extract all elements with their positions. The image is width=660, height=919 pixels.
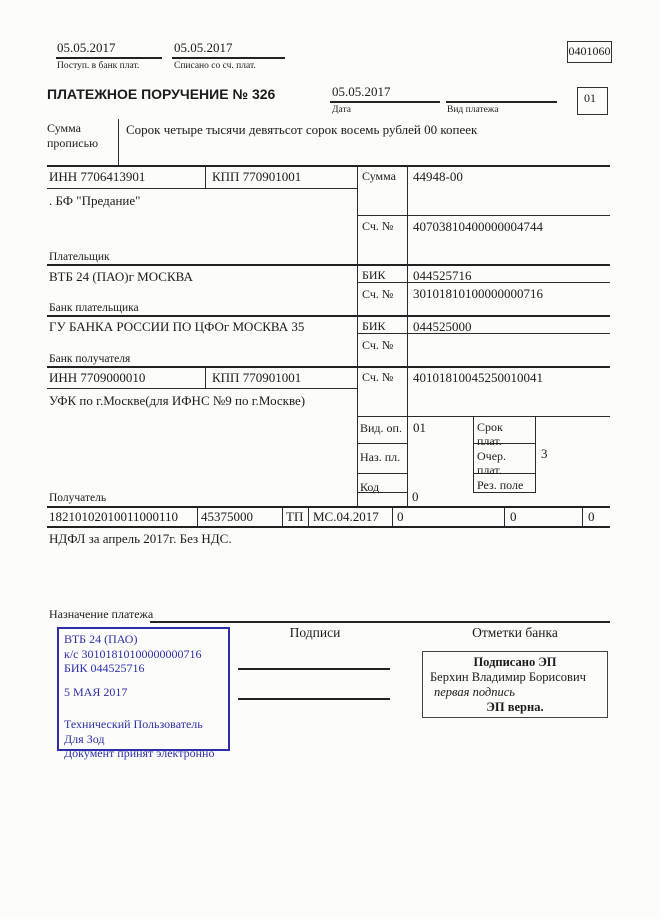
table-line — [357, 165, 358, 507]
bank-marks-label: Отметки банка — [472, 625, 558, 640]
payment-basis: ТП — [286, 509, 304, 524]
table-line — [205, 165, 206, 189]
account-label: Сч. № — [362, 219, 394, 233]
payer-bank-label: Банк плательщика — [49, 302, 139, 314]
stamp-corr-account: к/с 30101810100000000716 — [64, 646, 202, 661]
tax-doc-date: 0 — [510, 509, 517, 524]
payee-name: УФК по г.Москве(для ИФНС №9 по г.Москве) — [49, 393, 306, 408]
bik-label: БИК — [362, 319, 386, 333]
table-line — [357, 443, 408, 444]
table-line — [357, 333, 610, 334]
payer-kpp: КПП 770901001 — [212, 169, 302, 184]
payee-bank-label: Банк получателя — [49, 353, 131, 365]
stamp-note: Документ принят электронно — [64, 746, 215, 760]
status-code: 01 — [584, 91, 596, 105]
sum-value: 44948-00 — [413, 169, 463, 184]
payee-bank-bik: 044525000 — [413, 319, 472, 334]
table-line — [407, 165, 408, 507]
date-debited-label: Списано со сч. плат. — [174, 61, 256, 71]
naz-pl-label: Наз. пл. — [360, 450, 401, 464]
tax-doc-number: 0 — [397, 509, 404, 524]
underline — [172, 57, 285, 59]
signature-kind: первая подпись — [434, 685, 515, 699]
payer-bank-account: 30101810100000000716 — [413, 286, 543, 301]
date-received-in-bank: 05.05.2017 — [57, 40, 116, 55]
purpose-text: НДФЛ за апрель 2017г. Без НДС. — [49, 531, 232, 546]
table-line — [282, 506, 283, 527]
ep-verified-text: ЭП верна. — [486, 700, 544, 714]
table-line — [357, 416, 610, 417]
table-line — [308, 506, 309, 527]
amount-words-value: Сорок четыре тысячи девятьсот сорок восемь рублей 00 копеек — [126, 122, 478, 137]
stamp-spacer — [64, 676, 223, 685]
signed-ep-text: Подписано ЭП — [473, 655, 557, 669]
table-line — [357, 282, 610, 283]
tax-payment-type: 0 — [588, 509, 595, 524]
bik-label: БИК — [362, 268, 386, 282]
status-code-box — [577, 87, 608, 115]
purpose-label: Назначение платежа — [49, 607, 154, 621]
signer-name: Берхин Владимир Борисович — [430, 670, 586, 684]
table-line — [47, 388, 357, 389]
underline — [150, 621, 610, 623]
tax-period: МС.04.2017 — [313, 509, 379, 524]
table-line — [197, 506, 198, 527]
form-code: 0401060 — [568, 44, 611, 58]
table-line — [205, 366, 206, 389]
stamp-spacer — [64, 699, 223, 717]
table-line — [504, 506, 505, 527]
ocher-plat-value: 3 — [541, 446, 548, 461]
table-line — [473, 416, 474, 493]
table-line — [582, 506, 583, 527]
table-line — [118, 119, 119, 166]
vid-op-label: Вид. оп. — [360, 421, 402, 435]
underline — [330, 101, 440, 103]
signatures-label: Подписи — [289, 625, 341, 640]
payer-account: 40703810400000004744 — [413, 219, 543, 234]
kbk-code: 18210102010011000110 — [49, 509, 179, 524]
table-line — [357, 215, 610, 216]
oktmo-code: 45375000 — [201, 509, 253, 524]
signature-line — [238, 698, 390, 700]
table-line — [47, 506, 610, 508]
payee-account: 40101810045250010041 — [413, 370, 543, 385]
electronic-signature-stamp — [422, 651, 608, 718]
table-line — [47, 165, 610, 167]
stamp-user: Технический Пользователь Для Зод — [64, 717, 203, 746]
table-line — [47, 366, 610, 368]
payer-inn: ИНН 7706413901 — [49, 169, 146, 184]
table-line — [47, 188, 357, 189]
date-debited: 05.05.2017 — [174, 40, 233, 55]
signature-line — [238, 668, 390, 670]
bank-acceptance-stamp — [57, 627, 230, 760]
sum-label: Сумма — [362, 169, 396, 183]
account-label: Сч. № — [362, 370, 394, 384]
doc-date-value: 05.05.2017 — [332, 84, 391, 99]
doc-date-label: Дата — [332, 105, 351, 115]
payee-inn: ИНН 7709000010 — [49, 370, 146, 385]
kod-value: 0 — [412, 489, 419, 504]
account-label: Сч. № — [362, 287, 394, 301]
payee-kpp: КПП 770901001 — [212, 370, 302, 385]
kod-label: Код — [360, 480, 380, 494]
rez-pole-label: Рез. поле — [477, 478, 524, 492]
document-title: ПЛАТЕЖНОЕ ПОРУЧЕНИЕ № 326 — [47, 86, 276, 102]
table-line — [392, 506, 393, 527]
table-line — [47, 526, 610, 528]
underline — [56, 57, 162, 59]
table-line — [47, 315, 610, 317]
payee-bank-name: ГУ БАНКА РОССИИ ПО ЦФОг МОСКВА 35 — [49, 319, 305, 334]
table-line — [357, 473, 408, 474]
payment-kind-label: Вид платежа — [447, 105, 499, 115]
account-label: Сч. № — [362, 338, 394, 352]
payer-name: . БФ "Предание" — [49, 193, 141, 208]
form-code-box — [567, 41, 612, 63]
table-line — [535, 416, 536, 493]
stamp-date: 5 МАЯ 2017 — [64, 684, 128, 699]
vid-op-value: 01 — [413, 420, 426, 435]
payer-bank-bik: 044525716 — [413, 268, 472, 283]
payee-label: Получатель — [49, 492, 107, 504]
srok-plat-label: Срок плат. — [477, 420, 503, 448]
stamp-bank-name: ВТБ 24 (ПАО) — [64, 632, 138, 646]
underline — [446, 101, 557, 103]
payer-bank-name: ВТБ 24 (ПАО)г МОСКВА — [49, 269, 193, 284]
table-line — [47, 264, 610, 266]
amount-words-label: Сумма прописью — [47, 121, 99, 150]
stamp-bik: БИК 044525716 — [64, 661, 145, 675]
date-received-label: Поступ. в банк плат. — [57, 61, 140, 71]
ocher-plat-label: Очер. плат. — [477, 449, 507, 477]
payer-label: Плательщик — [49, 251, 110, 263]
